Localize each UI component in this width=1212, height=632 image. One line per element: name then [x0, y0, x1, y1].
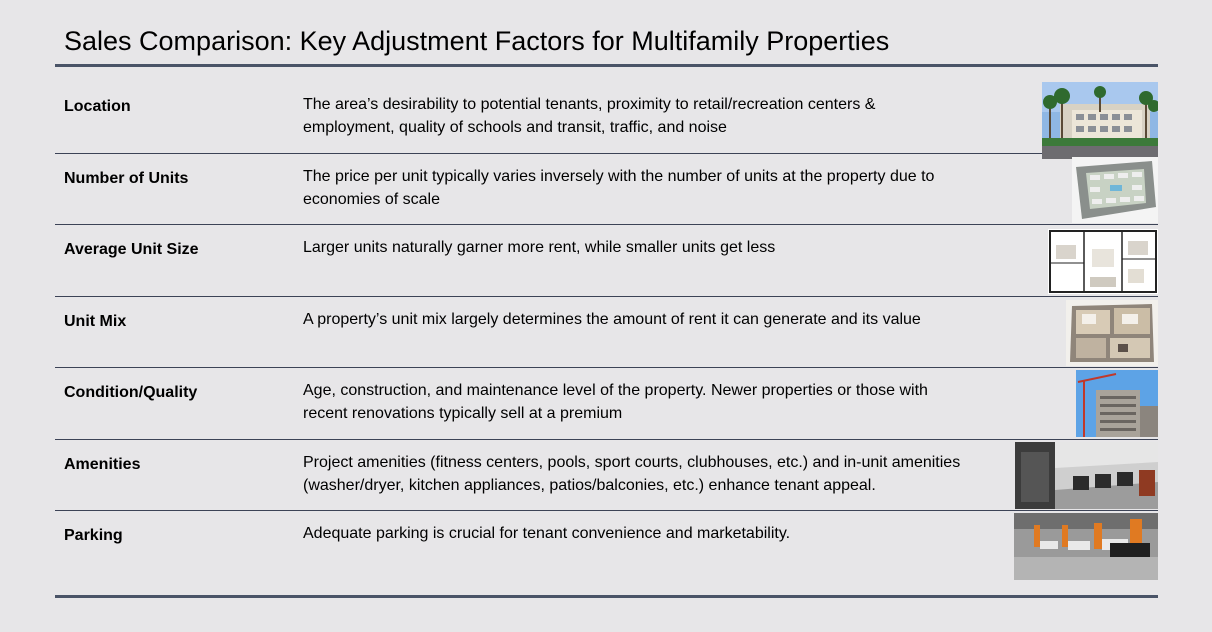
page-title: Sales Comparison: Key Adjustment Factors for Multifamily Properties	[64, 26, 890, 56]
table-row-average-unit-size	[55, 225, 1158, 297]
bottom-divider	[55, 595, 1158, 598]
apartment-building-with-palm-trees-photo	[1042, 82, 1158, 159]
factor-description: The area’s desirability to potential tenants, proximity to retail/recreation centers & employment, quality of schools and transit, traffic, and noise	[303, 96, 876, 136]
factor-description: Larger units naturally garner more rent, while smaller units get less	[303, 239, 776, 256]
table-row-condition-quality	[55, 368, 1158, 440]
factor-label: Parking	[64, 527, 123, 544]
table-row-location	[55, 82, 1158, 154]
parking-garage-photo	[1014, 513, 1158, 580]
table-row-parking	[55, 511, 1158, 583]
floor-plan-drawing	[1048, 229, 1158, 294]
factor-description: Age, construction, and maintenance level of the property. Newer properties or those with recent renovations typically sell at a premium	[303, 382, 928, 422]
factor-description: The price per unit typically varies inversely with the number of units at the property due to economies of scale	[303, 167, 935, 208]
factor-label: Location	[64, 98, 131, 115]
3d-unit-floor-plan	[1066, 300, 1158, 366]
factor-description: Adequate parking is crucial for tenant convenience and marketability.	[303, 525, 791, 542]
factor-label: Number of Units	[64, 169, 189, 187]
factor-label: Average Unit Size	[64, 241, 199, 258]
building-under-construction-photo	[1076, 370, 1158, 437]
table-row-unit-mix	[55, 297, 1158, 369]
fitness-center-photo	[1015, 442, 1158, 509]
factor-description: A property’s unit mix largely determines the amount of rent it can generate and its value	[303, 310, 921, 328]
top-divider	[55, 64, 1158, 67]
site-plan-aerial-photo	[1072, 157, 1158, 223]
table-row-amenities	[55, 440, 1158, 512]
factor-description: Project amenities (fitness centers, pools, sport courts, clubhouses, etc.) and in-unit amenities (washer/dryer, kitchen appliances, patios/balconies, etc.) enhance tenant appeal.	[303, 453, 961, 494]
factor-label: Unit Mix	[64, 312, 127, 330]
factor-label: Amenities	[64, 455, 141, 473]
factor-label: Condition/Quality	[64, 384, 198, 401]
factors-table	[55, 82, 1158, 583]
table-row-number-of-units	[55, 154, 1158, 226]
